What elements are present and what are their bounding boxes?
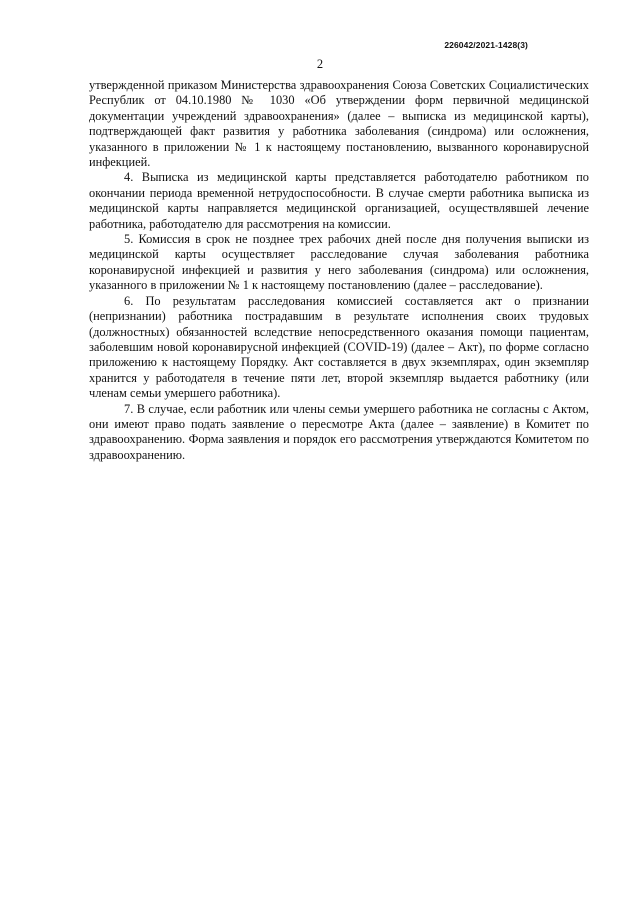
- paragraph-continuation: утвержденной приказом Министерства здравоохранения Союза Советских Социалистических Республик от 04.10.1980 № 1030 «Об утверждении форм первичной медицинской документации учреждений здравоохранения» (далее – выписка из медицинской карты), подтверждающей факт развития у работника заболевания (синдрома) или осложнения, указанного в приложении № 1 к настоящему постановлению, вызванного коронавирусной инфекцией.: [89, 78, 589, 170]
- paragraph-5: 5. Комиссия в срок не позднее трех рабочих дней после дня получения выписки из медицинской карты осуществляет расследование случая заболевания работника коронавирусной инфекцией и развития у него заболевания (синдрома) или осложнения, указанного в приложении № 1 к настоящему постановлению (далее – расследование).: [89, 232, 589, 293]
- document-body: [89, 78, 589, 463]
- paragraph-7: 7. В случае, если работник или члены семьи умершего работника не согласны с Актом, они имеют право подать заявление о пересмотре Акта (далее – заявление) в Комитет по здравоохранению. Форма заявления и порядок его рассмотрения утверждаются Комитетом по здравоохранению.: [89, 401, 589, 462]
- document-id: 226042/2021-1428(3): [444, 40, 528, 50]
- paragraph-4: 4. Выписка из медицинской карты представляется работодателю работником по окончании периода временной нетрудоспособности. В случае смерти работника выписка из медицинской карты направляется медицинской организацией, осуществлявшей лечение работника, работодателю для рассмотрения на комиссии.: [89, 170, 589, 231]
- paragraph-6: 6. По результатам расследования комиссией составляется акт о признании (непризнании) работника пострадавшим в результате исполнения своих трудовых (должностных) обязанностей вследствие непосредственного оказания помощи пациентам, заболевшим новой коронавирусной инфекцией (COVID-19) (далее – Акт), по форме согласно приложению к настоящему Порядку. Акт составляется в двух экземплярах, один экземпляр хранится у работодателя в течение пяти лет, второй экземпляр выдается работнику (или членам семьи умершего работника).: [89, 293, 589, 401]
- page-number: 2: [316, 57, 324, 71]
